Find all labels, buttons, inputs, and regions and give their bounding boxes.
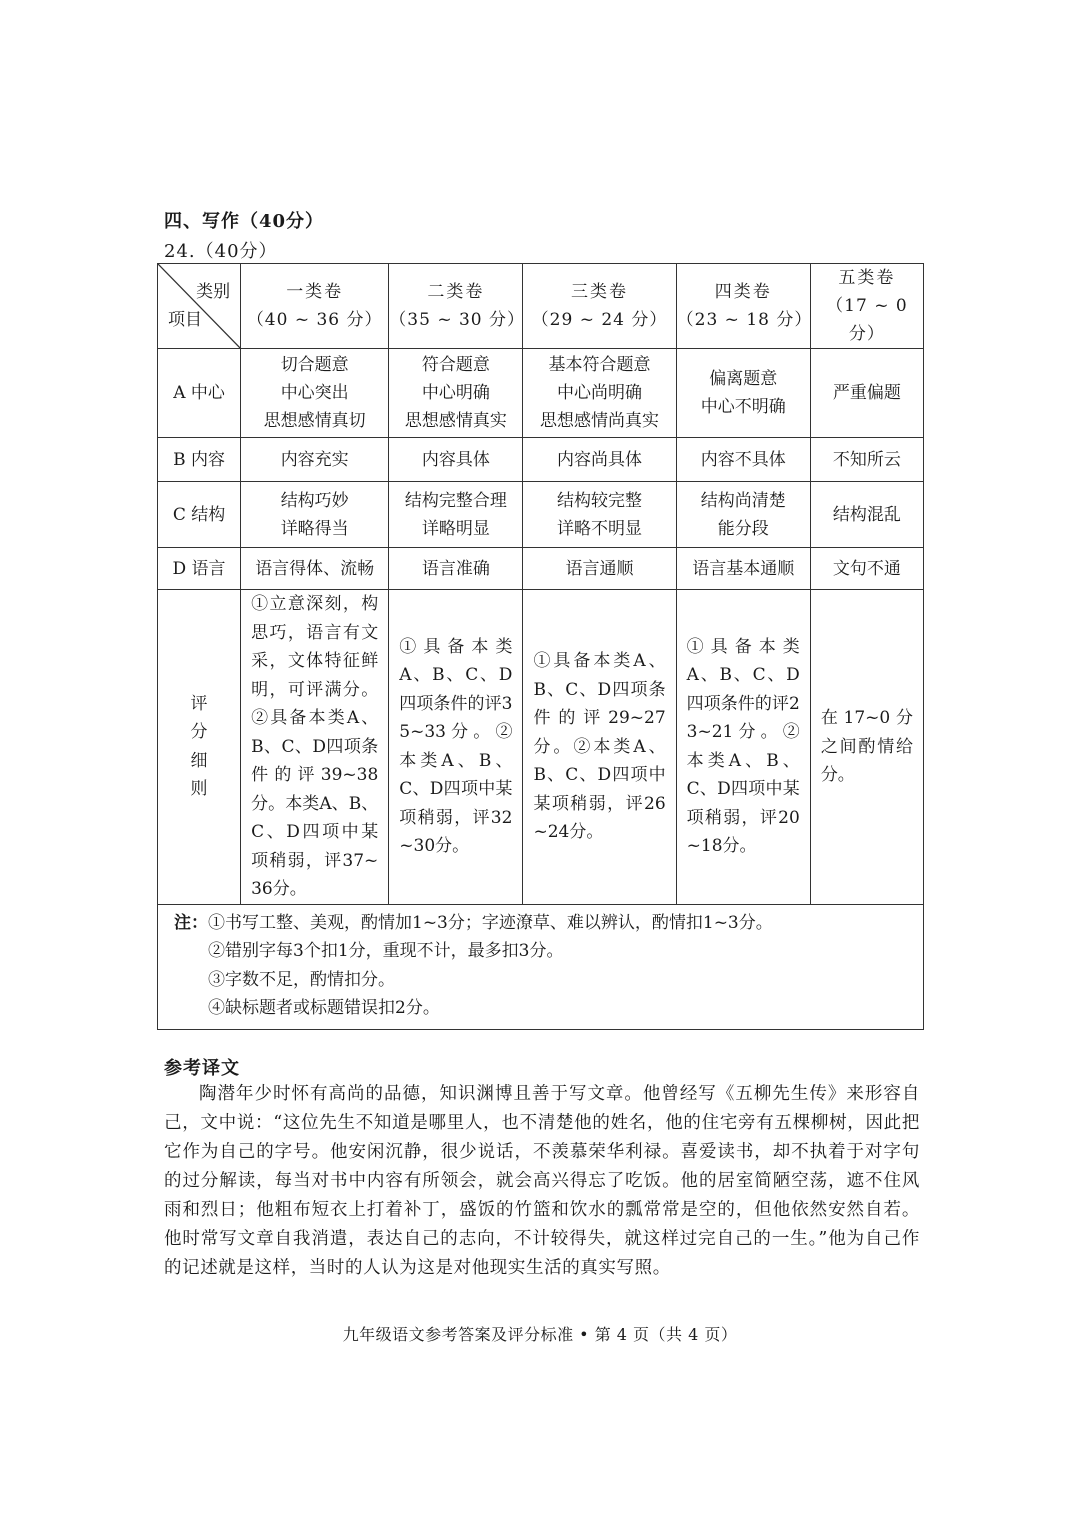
cell-line: 结构混乱 [832,504,901,525]
cell-line: 严重偏题 [832,383,901,403]
cell-line: 详略得当 [280,518,349,539]
table-cell [810,349,923,438]
note-line: ②错别字每3个扣1分，重现不计，最多扣3分。 [208,941,564,961]
table-cell: ①具备本类A、B、C、D四项条件的评35~33分。②本类A、B、C、D四项中某项稍弱，评32~30分。 [389,590,523,905]
cell-line: 思想感情尚真实 [540,411,660,431]
reference-translation-body: 陶潜年少时怀有高尚的品德，知识渊博且善于写文章。他曾经写《五柳先生传》来形容自己，文中说：“这位先生不知道是哪里人，也不清楚他的姓名，他的住宅旁有五棵柳树，因此把它作为自己的字号。他安闲沉静，很少说话，不羡慕荣华利禄。喜爱读书，却不执着于对字句的过分解读，每当对书中内容有所领会，就会高兴得忘了吃饭。他的居室简陋空荡，遮不住风雨和烈日；他粗布短衣上打着补丁，盛饭的竹篮和饮水的瓢常常是空的，但他依然安然自若。他时常写文章自我消遣，表达自己的志向，不计较得失，就这样过完自己的一生。”他为自己作的记述就是这样，当时的人认为这是对他现实生活的真实写照。 [164,1084,920,1278]
table-cell: 在17~0分之间酌情给分。 [810,590,923,905]
cell-line: 思想感情真实 [404,411,507,431]
row-label: D 语言 [158,548,241,590]
table-cell [389,349,523,438]
label-char: 评 [190,693,208,714]
level-name: 二类卷 [427,282,485,302]
cell-line: 切合题意 [280,355,349,375]
table-cell [241,482,389,548]
cell-line: 基本符合题意 [548,355,651,375]
level-range: （35 ~ 30 分） [389,310,526,330]
cell-line: 详略不明显 [557,518,643,539]
cell-line: 结构较完整 [557,490,643,511]
level-header-5 [810,264,923,349]
level-range: （40 ~ 36 分） [246,310,383,330]
table-cell [523,349,676,438]
table-cell: ①立意深刻，构思巧，语言有文采，文体特征鲜明，可评满分。②具备本类A、B、C、D四项条件的评39~38分。本类A、B、C、D四项中某项稍弱，评37~36分。 [241,590,389,905]
notes-cell [158,904,924,1029]
reference-translation-title: 参考译文 [164,1058,240,1079]
note-lead: 注： [174,912,208,933]
scoring-rubric-table [157,263,924,1030]
row-content [158,438,924,482]
table-cell: 语言得体、流畅 [241,548,389,590]
cell-line: 中心突出 [280,383,349,403]
note-text: ①书写工整、美观，酌情加1~3分；字迹潦草、难以辨认，酌情扣1~3分。 [208,912,773,933]
level-header-3 [523,264,676,349]
table-cell [241,349,389,438]
header-row [158,264,924,349]
row-label: A 中心 [158,349,241,438]
corner-category-label: 类别 [196,282,231,302]
cell-line: 中心明确 [421,383,490,403]
row-language [158,548,924,590]
level-name: 一类卷 [286,282,344,302]
level-header-4 [676,264,813,349]
cell-line: 结构巧妙 [280,490,349,511]
level-name: 五类卷 [838,268,896,288]
cell-line: 中心不明确 [700,397,786,417]
table-cell [676,482,810,548]
table-cell [389,482,523,548]
row-structure [158,482,924,548]
table-cell: ①具备本类A、B、C、D四项条件的评29~27分。②本类A、B、C、D四项中某项稍弱，评26~24分。 [523,590,676,905]
cell-line: 中心尚明确 [557,383,643,403]
level-range: （29 ~ 24 分） [531,310,668,330]
cell-line: 结构完整合理 [404,490,507,511]
note-line: ③字数不足，酌情扣分。 [208,969,395,990]
table-cell: 内容具体 [389,438,523,482]
row-label: B 内容 [158,438,241,482]
table-cell: 内容充实 [241,438,389,482]
row-label: C 结构 [158,482,241,548]
note-line [168,909,913,938]
row-center [158,349,924,438]
table-cell: ①具备本类A、B、C、D四项条件的评23~21分。②本类A、B、C、D四项中某项稍弱，评20~18分。 [676,590,810,905]
level-range: （23 ~ 18 分） [676,310,813,330]
section-title: 四、写作（40分） [164,211,325,232]
table-cell [810,482,923,548]
corner-item-label: 项目 [168,310,202,330]
note-line: ④缺标题者或标题错误扣2分。 [208,998,440,1018]
label-char: 分 [190,722,208,743]
table-cell: 不知所云 [810,438,923,482]
level-header-2 [389,264,526,349]
table-cell: 内容尚具体 [523,438,676,482]
corner-diagonal-cell [158,264,241,349]
table-cell: 语言基本通顺 [676,548,810,590]
table-cell [676,349,810,438]
page-footer: 九年级语文参考答案及评分标准 • 第 4 页（共 4 页） [342,1325,738,1344]
cell-line: 结构尚清楚 [700,490,786,511]
level-name: 三类卷 [571,282,629,302]
table-cell: 语言准确 [389,548,523,590]
cell-line: 偏离题意 [709,369,778,389]
cell-line: 思想感情真切 [263,411,366,431]
cell-line: 符合题意 [421,355,490,375]
label-char: 细 [190,750,208,771]
cell-line: 能分段 [717,518,769,539]
level-range: （17 ~ 0 分） [826,296,908,344]
table-cell: 语言通顺 [523,548,676,590]
level-name: 四类卷 [714,282,772,302]
table-cell [523,482,676,548]
cell-line: 详略明显 [421,518,490,539]
row-notes [158,904,924,1029]
row-label-scoring-details [158,590,241,905]
row-scoring-details [158,590,924,905]
table-cell: 内容不具体 [676,438,810,482]
question-title: 24.（40分） [164,241,278,262]
label-char: 则 [190,779,208,800]
level-header-1 [241,264,389,349]
table-cell: 文句不通 [810,548,923,590]
